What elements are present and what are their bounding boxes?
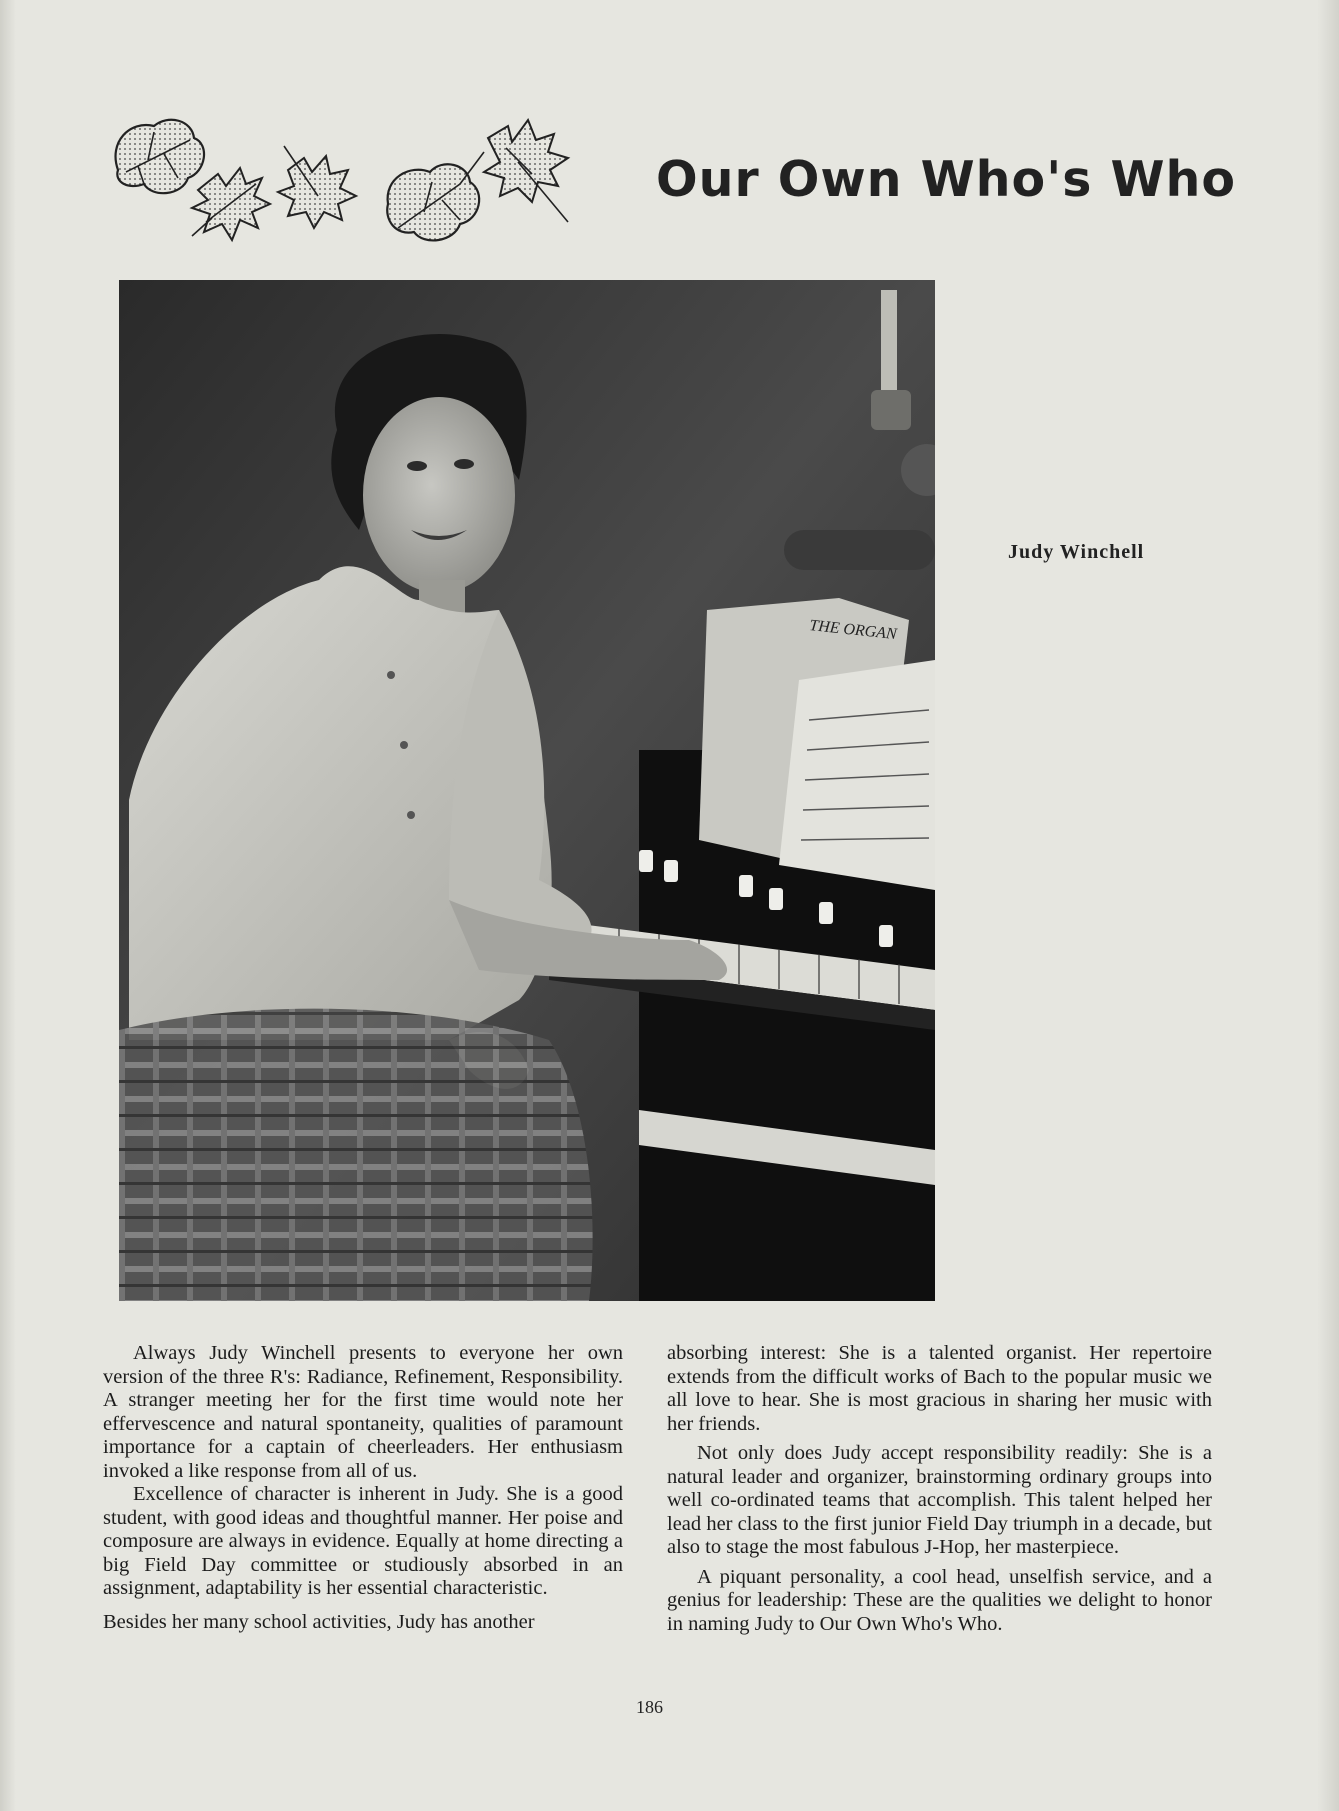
leaf-icon	[278, 146, 356, 228]
article-right-column	[667, 1342, 1212, 1636]
article-paragraph: Excellence of character is inherent in Judy. She is a good student, with good ideas and thoughtful manner. Her poise and composure are always in evidence. Equally at home directing a big Field Day committee or studiously absorbed in an assignment, adaptability is her essential characteristic.	[103, 1483, 623, 1599]
organist-photo-illustration	[119, 280, 935, 1301]
page-title: Our Own Who's Who	[656, 150, 1237, 208]
article-paragraph: absorbing interest: She is a talented organist. Her repertoire extends from the difficult works of Bach to the popular music we all love to hear. She is most gracious in sharing her music with her friends.	[667, 1342, 1212, 1435]
article-paragraph: Besides her many school activities, Judy has another	[103, 1610, 535, 1633]
article-left-column	[103, 1342, 623, 1634]
leaf-icon	[192, 168, 270, 240]
article-paragraph: Always Judy Winchell presents to everyone her own version of the three R's: Radiance, Refinement, Responsibility. A stranger meeting her for the first time would note her effervescence and natural spontaneity, qualities of paramount importance for a captain of cheerleaders. Her enthusiasm invoked a like response from all of us.	[103, 1342, 623, 1482]
page-number: 186	[636, 1697, 663, 1717]
page-edge-right	[1317, 0, 1339, 1811]
portrait-photo	[119, 280, 935, 1301]
photo-caption: Judy Winchell	[1008, 541, 1145, 563]
leaf-icon	[387, 152, 484, 240]
autumn-leaves-decoration	[108, 112, 628, 272]
leaf-icon	[484, 120, 568, 222]
page-edge-left	[0, 0, 16, 1811]
article-paragraph: A piquant personality, a cool head, unselfish service, and a genius for leadership: These are the qualities we delight to honor in naming Judy to Our Own Who's Who.	[667, 1565, 1212, 1635]
leaf-icon	[116, 120, 204, 193]
sheet-music-title: THE ORGAN	[808, 617, 898, 644]
article-paragraph: Not only does Judy accept responsibility readily: She is a natural leader and organizer, brainstorming ordinary groups into well co-ordinated teams that accomplish. This talent helped her lead her class to the first junior Field Day triumph in a decade, but also to stage the most fabulous J-Hop, her masterpiece.	[667, 1442, 1212, 1558]
